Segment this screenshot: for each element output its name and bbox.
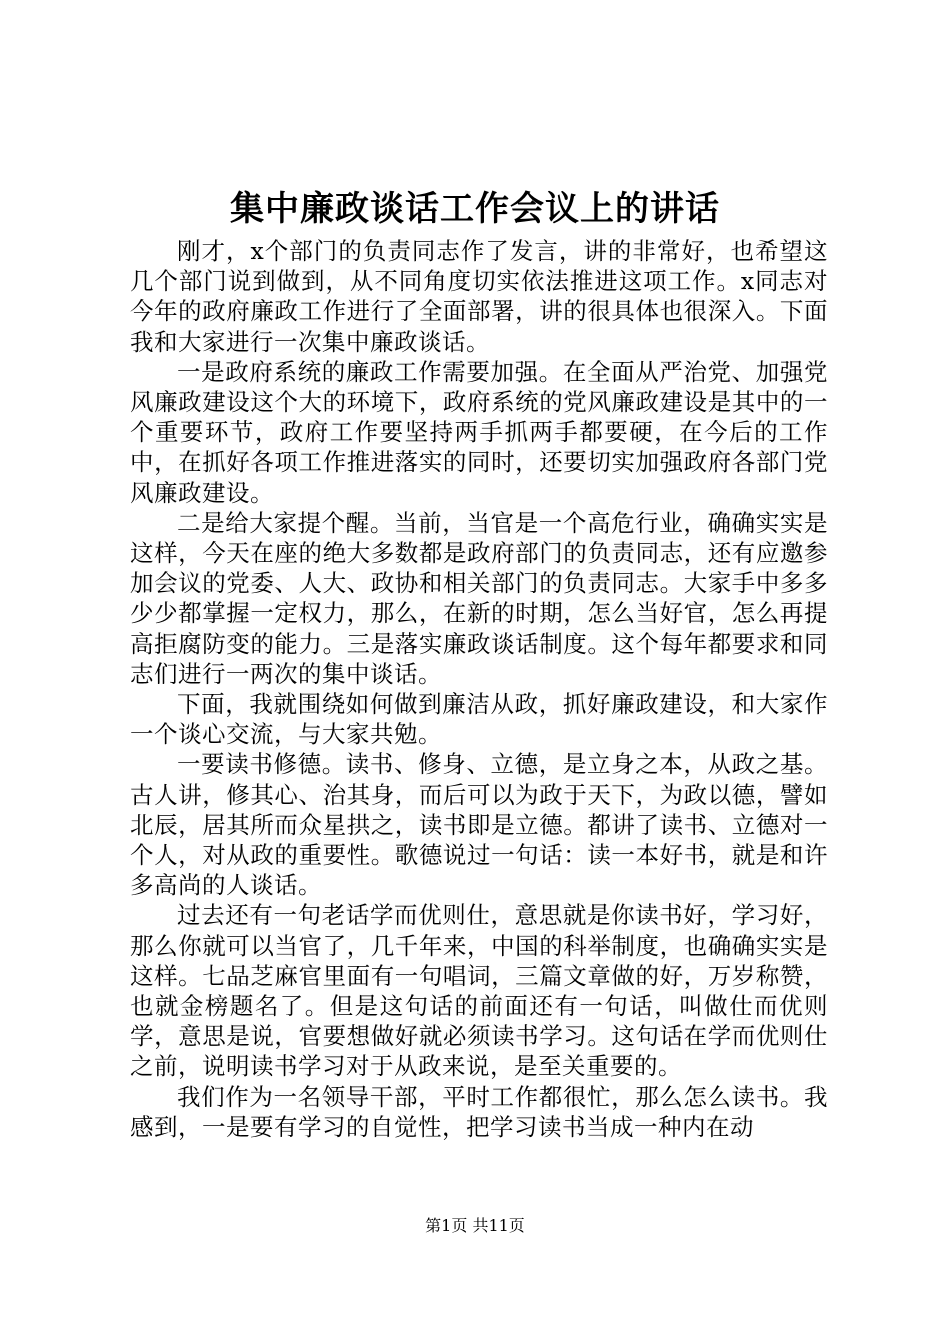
- paragraph: 过去还有一句老话学而优则仕，意思就是你读书好，学习好，那么你就可以当官了，几千年来，中国的科举制度，也确确实实是这样。七品芝麻官里面有一句唱词，三篇文章做的好，万岁称赞，也就金榜题名了。但是这句话的前面还有一句话，叫做仕而优则学，意思是说，官要想做好就必须读书学习。这句话在学而优则仕之前，说明读书学习对于从政来说，是至关重要的。: [130, 901, 828, 1081]
- page-number: 第1页 共11页: [425, 1216, 525, 1235]
- paragraph: 一是政府系统的廉政工作需要加强。在全面从严治党、加强党风廉政建设这个大的环境下，政府系统的党风廉政建设是其中的一个重要环节，政府工作要坚持两手抓两手都要硬，在今后的工作中，在抓好各项工作推进落实的同时，还要切实加强政府各部门党风廉政建设。: [130, 357, 828, 507]
- paragraph: 二是给大家提个醒。当前，当官是一个高危行业，确确实实是这样，今天在座的绝大多数都是政府部门的负责同志，还有应邀参加会议的党委、人大、政协和相关部门的负责同志。大家手中多多少少都掌握一定权力，那么，在新的时期，怎么当好官，怎么再提高拒腐防变的能力。三是落实廉政谈话制度。这个每年都要求和同志们进行一两次的集中谈话。: [130, 508, 828, 688]
- document-body: [130, 236, 828, 1142]
- paragraph: 刚才，x个部门的负责同志作了发言，讲的非常好，也希望这几个部门说到做到，从不同角度切实依法推进这项工作。x同志对今年的政府廉政工作进行了全面部署，讲的很具体也很深入。下面我和大家进行一次集中廉政谈话。: [130, 237, 828, 356]
- paragraph: 一要读书修德。读书、修身、立德，是立身之本，从政之基。古人讲，修其心、治其身，而后可以为政于天下，为政以德，譬如北辰，居其所而众星拱之，读书即是立德。都讲了读书、立德对一个人，对从政的重要性。歌德说过一句话：读一本好书，就是和许多高尚的人谈话。: [130, 750, 828, 900]
- document-title: 集中廉政谈话工作会议上的讲话: [230, 189, 720, 229]
- paragraph: 下面，我就围绕如何做到廉洁从政，抓好廉政建设，和大家作一个谈心交流，与大家共勉。: [130, 690, 828, 749]
- paragraph: 我们作为一名领导干部，平时工作都很忙，那么怎么读书。我感到，一是要有学习的自觉性，把学习读书当成一种内在动: [130, 1082, 828, 1141]
